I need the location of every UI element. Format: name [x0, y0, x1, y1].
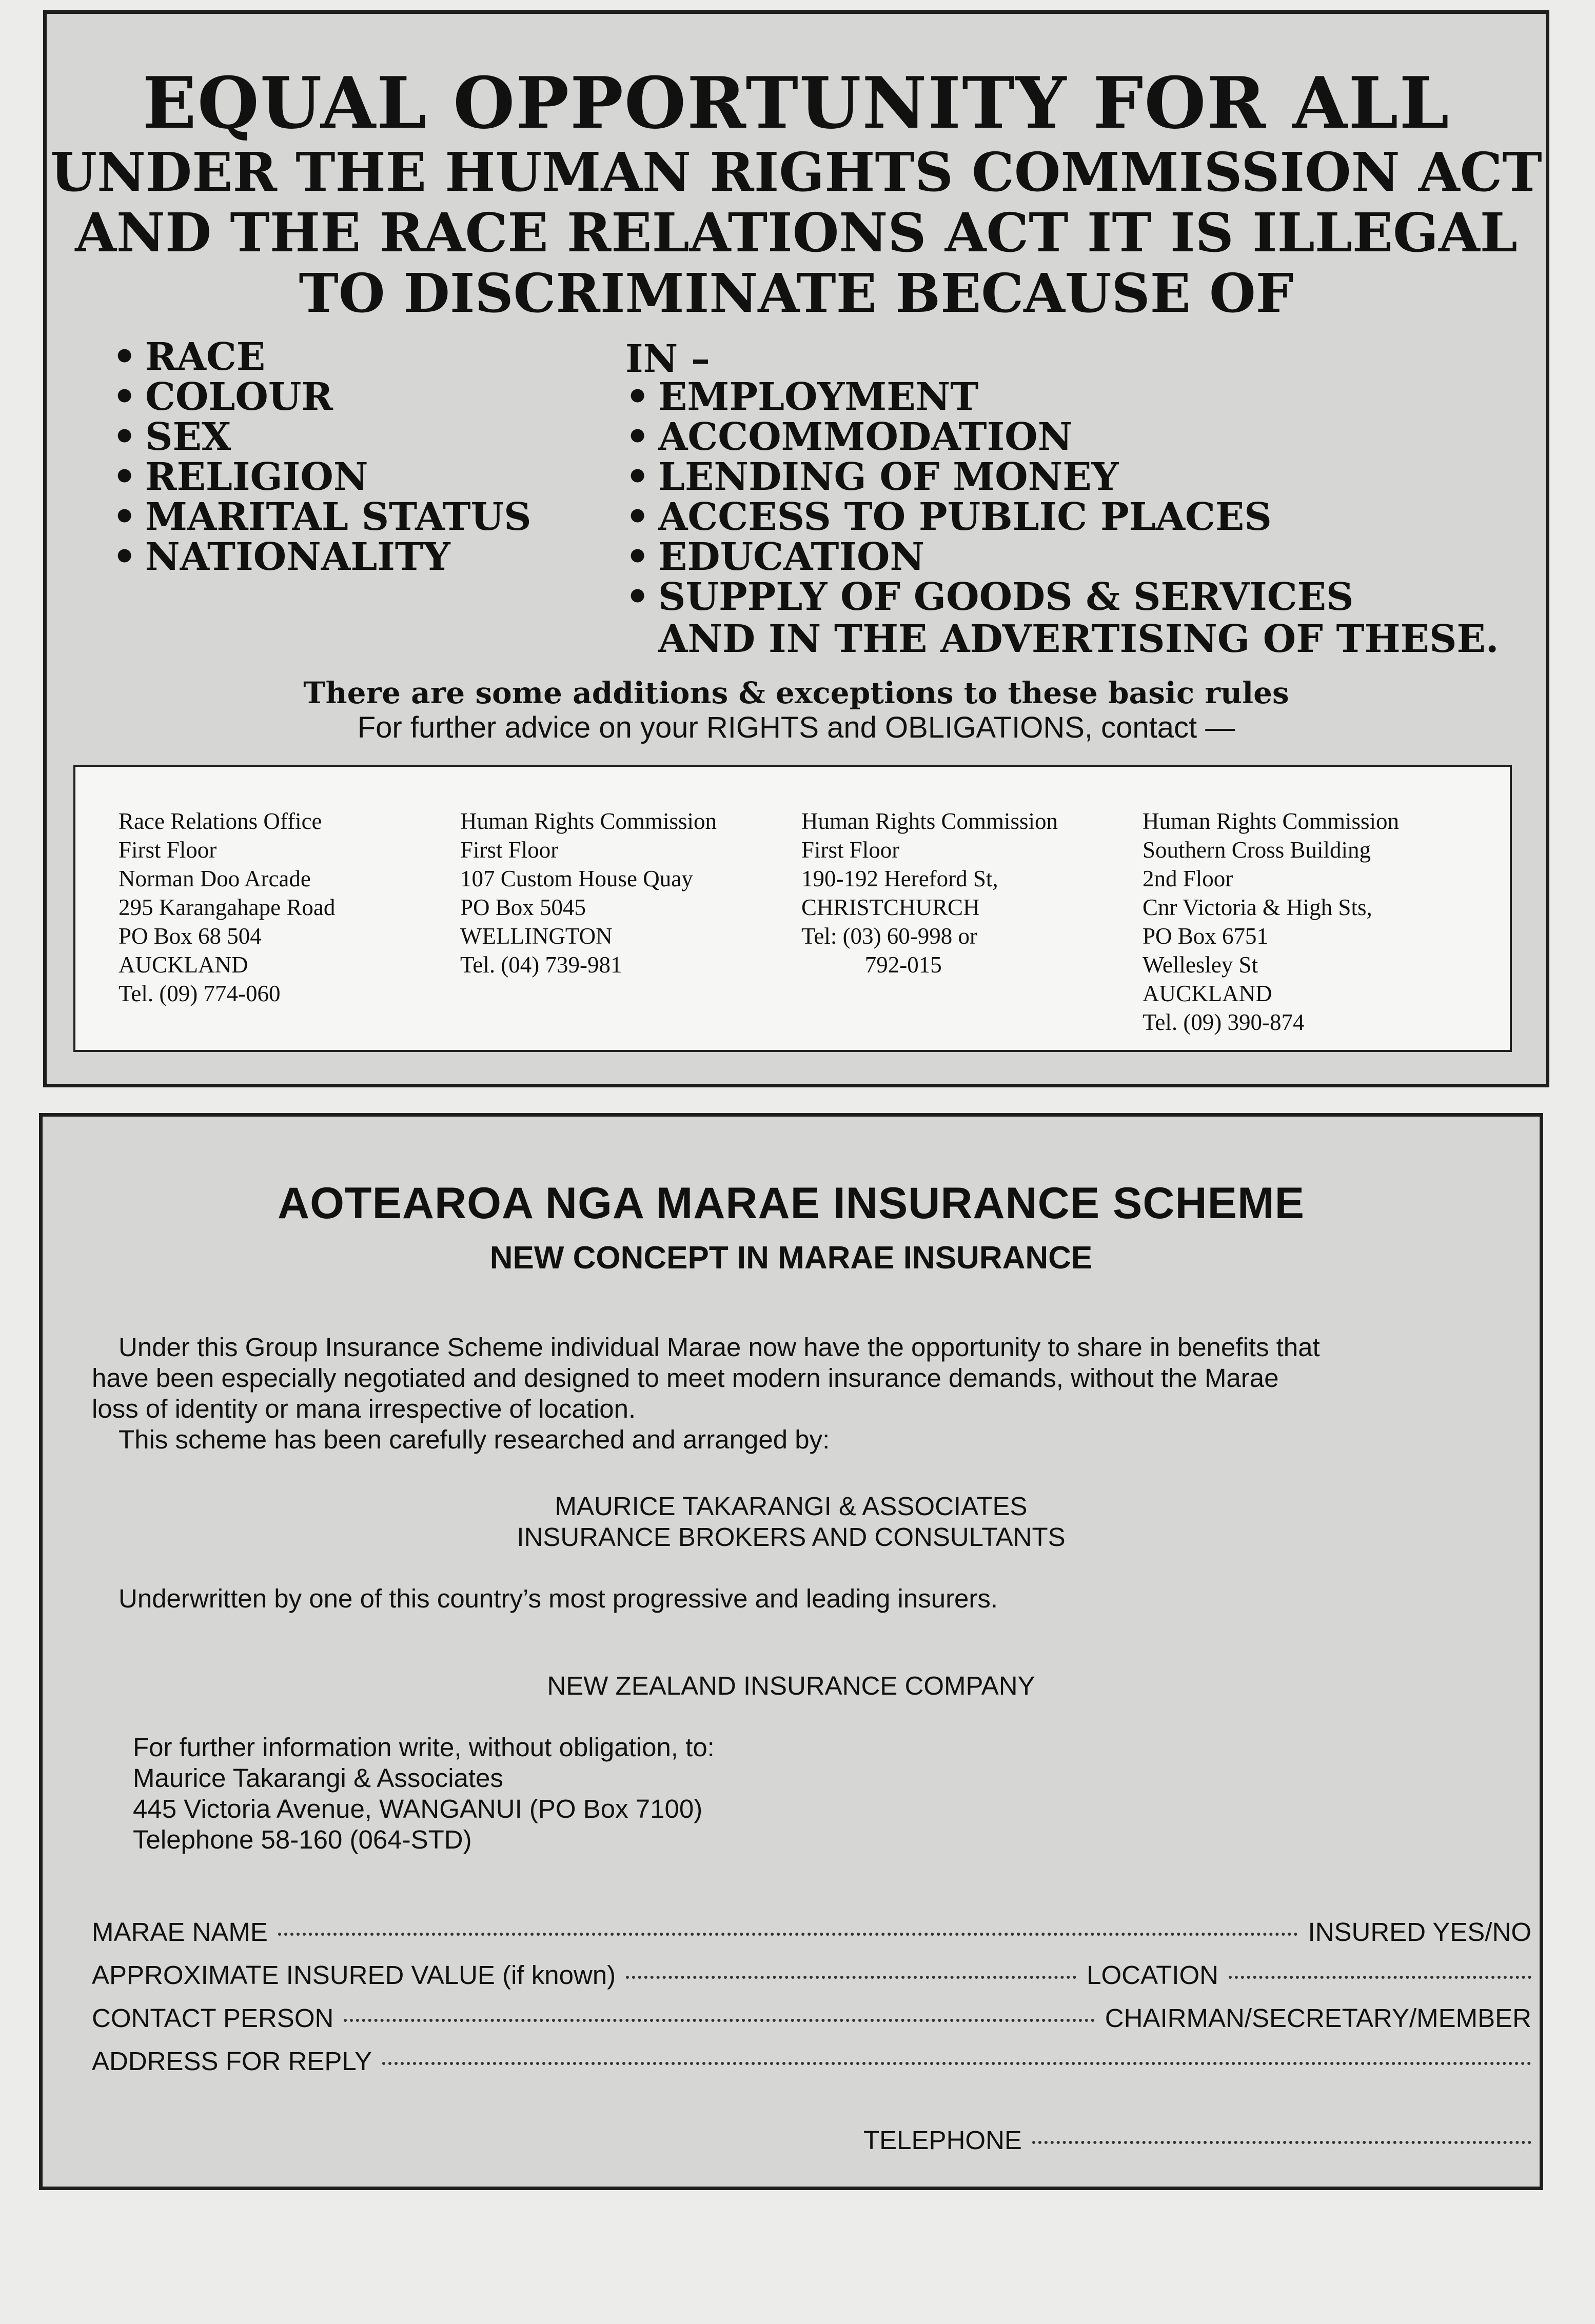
marae-name-field[interactable] — [278, 1933, 1298, 1936]
form-row-marae — [92, 1917, 1531, 1947]
list-item — [625, 497, 1353, 537]
contact-block — [133, 1732, 715, 1855]
bullet: • — [625, 375, 650, 419]
underwritten-text: Underwritten by one of this country’s most progressive and leading insurers. — [119, 1584, 998, 1613]
address-line: Human Rights Commission — [801, 808, 1058, 834]
address-line: Race Relations Office — [119, 808, 322, 834]
address-line: Human Rights Commission — [1143, 808, 1400, 834]
ground-label: NATIONALITY — [145, 535, 450, 579]
ground-label: RELIGION — [145, 455, 368, 499]
list-item — [112, 417, 531, 457]
address-line: 295 Karangahape Road — [119, 895, 336, 920]
bullet: • — [112, 495, 137, 539]
bullet: • — [625, 455, 650, 499]
bullet: • — [112, 415, 137, 459]
ground-label: SEX — [145, 415, 231, 459]
area-label: ACCESS TO PUBLIC PLACES — [658, 495, 1272, 539]
form-row-contact — [92, 2003, 1531, 2033]
contact-line: For further information write, without obligation, to: — [133, 1733, 715, 1762]
areas-tail: AND IN THE ADVERTISING OF THESE. — [658, 617, 1499, 661]
office-address — [801, 807, 1058, 979]
address-line: 107 Custom House Quay — [460, 866, 693, 891]
address-line: Cnr Victoria & High Sts, — [1143, 895, 1372, 920]
office-address — [1143, 807, 1399, 1037]
form-row-address — [92, 2046, 1531, 2076]
address-line: Norman Doo Arcade — [119, 866, 311, 891]
role-label: CHAIRMAN/SECRETARY/MEMBER — [1105, 2003, 1531, 2033]
list-item — [625, 577, 1353, 617]
area-label: ACCOMMODATION — [658, 415, 1073, 459]
eeo-subtitle-line: UNDER THE HUMAN RIGHTS COMMISSION ACT — [50, 141, 1542, 204]
contact-note: For further advice on your RIGHTS and OBLIGATIONS, contact — — [357, 711, 1235, 744]
bullet: • — [625, 575, 650, 619]
paragraph-line: Under this Group Insurance Scheme individual Marae now have the opportunity to share in benefits that — [119, 1333, 1320, 1362]
telephone-field[interactable] — [1032, 2141, 1531, 2144]
eeo-subtitle — [47, 142, 1546, 324]
bullet: • — [112, 375, 137, 419]
eeo-title: EQUAL OPPORTUNITY FOR ALL — [142, 61, 1450, 145]
address-line: CHRISTCHURCH — [801, 895, 980, 920]
marae-name-label: MARAE NAME — [92, 1917, 268, 1946]
address-line: Tel. (09) 390-874 — [1143, 1009, 1305, 1035]
intro-paragraph — [92, 1332, 1528, 1455]
address-line: First Floor — [460, 837, 559, 863]
address-line: PO Box 6751 — [1143, 923, 1269, 949]
location-label: LOCATION — [1087, 1960, 1218, 1990]
address-line: Wellesley St — [1143, 952, 1258, 978]
in-label: IN – — [625, 337, 711, 381]
contact-person-label: CONTACT PERSON — [92, 2003, 334, 2033]
list-item — [112, 537, 531, 577]
list-item — [625, 377, 1353, 417]
contact-line: 445 Victoria Avenue, WANGANUI (PO Box 7100) — [133, 1794, 703, 1823]
telephone-label: TELEPHONE — [863, 2126, 1022, 2155]
contact-line: Maurice Takarangi & Associates — [133, 1763, 503, 1793]
bullet: • — [625, 535, 650, 579]
address-line: WELLINGTON — [460, 923, 613, 949]
address-line: Tel: (03) 60-998 or — [801, 923, 978, 949]
address-line: PO Box 5045 — [460, 895, 586, 920]
area-label: SUPPLY OF GOODS & SERVICES — [658, 575, 1354, 619]
insurer-name: NEW ZEALAND INSURANCE COMPANY — [547, 1671, 1035, 1700]
address-line: First Floor — [119, 837, 217, 863]
bullet: • — [625, 415, 650, 459]
insurance-panel — [39, 1113, 1543, 2190]
address-line: 792-015 — [801, 952, 942, 978]
address-line: First Floor — [801, 837, 900, 863]
address-line: AUCKLAND — [119, 952, 248, 978]
address-line: 190-192 Hereford St, — [801, 866, 998, 891]
form-row-value — [92, 1960, 1531, 1990]
areas-list — [625, 377, 1353, 617]
paragraph-line: have been especially negotiated and designed to meet modern insurance demands, without the Marae — [92, 1363, 1279, 1393]
bullet: • — [112, 335, 137, 379]
bullet: • — [625, 495, 650, 539]
ground-label: COLOUR — [145, 375, 333, 419]
list-item — [112, 377, 531, 417]
address-line: Tel. (09) 774-060 — [119, 981, 281, 1006]
address-line: AUCKLAND — [1143, 981, 1272, 1006]
equal-opportunity-panel — [43, 10, 1549, 1087]
ground-label: MARITAL STATUS — [145, 495, 531, 539]
approx-value-field[interactable] — [626, 1976, 1076, 1979]
address-line: 2nd Floor — [1143, 866, 1233, 891]
insurance-subtitle: NEW CONCEPT IN MARAE INSURANCE — [489, 1240, 1093, 1276]
form-row-telephone — [863, 2125, 1531, 2155]
approx-value-label: APPROXIMATE INSURED VALUE (if known) — [92, 1960, 616, 1990]
office-address — [119, 807, 335, 1008]
address-line: Southern Cross Building — [1143, 837, 1371, 863]
address-line: Tel. (04) 739-981 — [460, 952, 622, 978]
insured-label: INSURED YES/NO — [1308, 1917, 1531, 1946]
bullet: • — [112, 535, 137, 579]
eeo-subtitle-line: TO DISCRIMINATE BECAUSE OF — [299, 262, 1294, 325]
ground-label: RACE — [145, 335, 266, 379]
broker-desc: INSURANCE BROKERS AND CONSULTANTS — [517, 1522, 1066, 1552]
address-field[interactable] — [382, 2062, 1531, 2065]
location-field[interactable] — [1229, 1976, 1531, 1979]
list-item — [625, 417, 1353, 457]
contact-person-field[interactable] — [344, 2019, 1094, 2022]
contact-line: Telephone 58-160 (064-STD) — [133, 1825, 472, 1854]
address-line: PO Box 68 504 — [119, 923, 262, 949]
list-item — [112, 457, 531, 497]
address-label: ADDRESS FOR REPLY — [92, 2047, 372, 2076]
exceptions-note: There are some additions & exceptions to these basic rules — [303, 676, 1289, 710]
address-line: Human Rights Commission — [460, 808, 717, 834]
insurance-title: AOTEAROA NGA MARAE INSURANCE SCHEME — [278, 1179, 1305, 1228]
eeo-subtitle-line: AND THE RACE RELATIONS ACT IT IS ILLEGAL — [75, 201, 1518, 264]
paragraph-line: This scheme has been carefully researched and arranged by: — [119, 1425, 830, 1454]
offices-box — [73, 765, 1512, 1052]
list-item — [625, 457, 1353, 497]
list-item — [112, 497, 531, 537]
broker-name: MAURICE TAKARANGI & ASSOCIATES — [555, 1492, 1028, 1521]
list-item — [625, 537, 1353, 577]
list-item — [112, 337, 531, 377]
grounds-list — [112, 337, 531, 577]
area-label: EMPLOYMENT — [658, 375, 979, 419]
office-address — [460, 807, 717, 979]
area-label: LENDING OF MONEY — [658, 455, 1119, 499]
bullet: • — [112, 455, 137, 499]
area-label: EDUCATION — [658, 535, 925, 579]
paragraph-line: loss of identity or mana irrespective of location. — [92, 1394, 636, 1423]
